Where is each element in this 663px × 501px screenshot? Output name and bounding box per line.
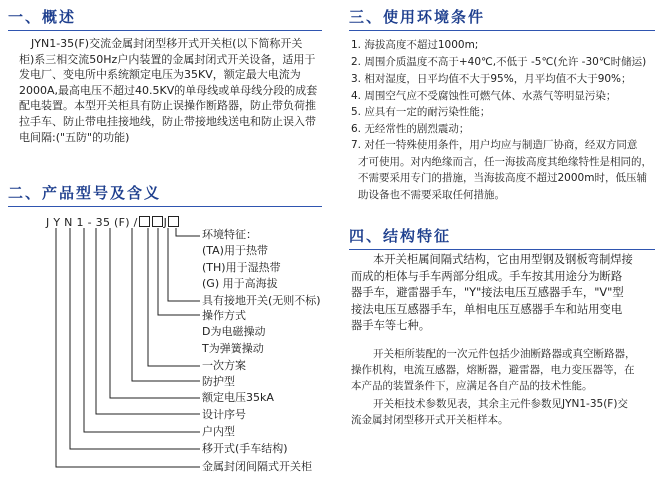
legend-grounding: 具有接地开关(无则不标): [202, 294, 321, 307]
legend-enclosed: 金属封闭间隔式开关柜: [202, 460, 312, 473]
legend-env-g: (G) 用于高海拔: [202, 277, 278, 290]
environment-heading: 三、使用环境条件: [349, 8, 486, 26]
env-item: 6. 无经常性的剧烈震动；: [351, 123, 470, 135]
structure-line: 本开关柜属间隔式结构，它由用型钢及钢板弯制焊接: [373, 253, 633, 266]
tree-line-grounding: [168, 228, 200, 301]
legend-operation-t: T为弹簧操动: [202, 342, 264, 355]
structure-heading: 四、结构特征: [349, 227, 452, 245]
legend-operation-d: D为电磁操动: [202, 325, 266, 338]
tree-line-scheme: [148, 228, 200, 366]
legend-voltage: 额定电压35kA: [202, 391, 274, 404]
tree-line-voltage: [110, 228, 200, 398]
structure-line: 操作机构，电流互感器，熔断器，避雷器，电力变压器等，在: [351, 364, 635, 376]
structure-line: 器手车等七种。: [351, 319, 431, 333]
structure-rule: [349, 249, 655, 250]
model-code-suffix: J: [163, 216, 168, 229]
env-item: 1. 海拔高度不超过1000m;: [351, 39, 479, 51]
structure-line: 本产品的装置条件下，应满足各自产品的技术性能。: [351, 380, 593, 392]
overview-line: JYN1-35(F)交流金属封闭型移开式开关柜(以下简称开关: [31, 37, 303, 50]
legend-indoor: 户内型: [202, 425, 235, 438]
legend-protective: 防护型: [202, 375, 235, 388]
env-item: 3. 相对湿度，日平均值不大于95%，月平均值不大于90%；: [351, 73, 632, 85]
overview-line: 电间隔:("五防"的功能): [19, 130, 130, 144]
legend-env-ta: (TA)用于热带: [202, 244, 268, 257]
overview-heading: 一、概述: [8, 8, 77, 26]
legend-removable: 移开式(手车结构): [202, 442, 288, 455]
tree-line-enclosed: [56, 228, 200, 467]
env-item: 不需要采用专门的措施，当海拔高度不超过2000m时，低压辅: [358, 172, 647, 184]
tree-line-env: [176, 228, 200, 236]
overview-line: 配电装置。本型开关柜具有防止误操作断路器，防止带负荷推: [19, 99, 316, 113]
tree-line-removable: [70, 228, 200, 449]
model-code-prefix: J Y N 1 - 35 (F) /: [46, 216, 138, 229]
legend-operation: 操作方式: [202, 309, 246, 322]
structure-paragraph-3: [351, 396, 657, 428]
env-item: 7. 对任一特殊使用条件，用户均应与制造厂协商，经双方同意: [351, 139, 638, 151]
overview-line: 2000A,最高电压不超过40.5KV的单母线或单母线分段的成套: [19, 83, 318, 97]
tree-line-operation: [158, 228, 200, 315]
structure-line: 流金属封闭型移开式开关柜样本。: [351, 414, 509, 426]
structure-paragraph-1: [351, 252, 657, 335]
environment-rule: [349, 30, 655, 31]
legend-env: 环境特征：: [202, 228, 257, 241]
tree-line-protective: [132, 228, 200, 381]
env-item: 2. 周围介质温度不高于+40℃,不低于 -5℃(允许 -30℃时储运): [351, 56, 647, 68]
legend-scheme: 一次方案: [202, 359, 246, 372]
structure-line: 开关柜所装配的一次元件包括少油断路器或真空断路器，: [373, 348, 636, 360]
env-item: 5. 应具有一定的耐污染性能；: [351, 106, 491, 118]
structure-line: 器手车，避雷器手车，"Y"接法电压互感器手车，"V"型: [351, 286, 624, 300]
tree-line-indoor: [84, 228, 200, 432]
legend-design: 设计序号: [202, 408, 246, 421]
overview-line: 柜)系三相交流50Hz户内装置的金属封闭式开关设备，适用于: [19, 52, 316, 66]
structure-line: 而成的柜体与手车两部分组成。手车按其用途分为断路: [351, 269, 623, 283]
env-item: 才可使用。对内绝缘而言，任一海拔高度其绝缘特性是相同的，: [358, 156, 652, 168]
structure-line: 接法电压互感器手车，单相电压互感器手车和站用变电: [351, 302, 623, 316]
overview-line: 发电厂、变电所中系统额定电压为35KV，额定最大电流为: [19, 68, 301, 82]
overview-line: 拉手车、防止带电挂接地线，防止带接地线送电和防止误入带: [19, 114, 316, 128]
structure-paragraph-2: [351, 346, 657, 394]
structure-line: 开关柜技术参数见表，其余主元件参数见JYN1-35(F)交: [373, 398, 628, 410]
env-item: 助设备也不需要采取任何措施。: [358, 189, 505, 201]
legend-env-th: (TH)用于湿热带: [202, 261, 281, 274]
model-heading: 二、产品型号及含义: [8, 184, 162, 202]
env-item: 4. 周围空气应不受腐蚀性可燃气体、水蒸气等明显污染；: [351, 90, 617, 102]
